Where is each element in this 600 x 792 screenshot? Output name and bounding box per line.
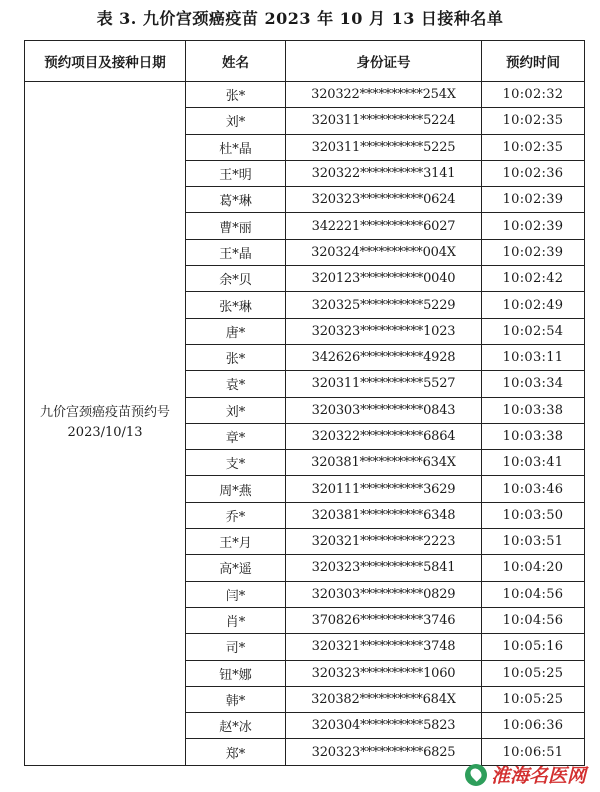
name-cell: 张* [186,82,286,108]
caduceus-logo-icon [465,764,487,786]
name-cell: 刘* [186,397,286,423]
appointment-time-cell: 10:02:35 [482,134,585,160]
table-row [25,82,585,108]
name-cell: 曹*丽 [186,213,286,239]
site-watermark [465,761,586,788]
appointment-time-cell: 10:05:25 [482,686,585,712]
id-number-cell: 320111**********3629 [286,476,482,502]
appointment-time-cell: 10:02:39 [482,187,585,213]
group-label-title: 九价宫颈癌疫苗预约号 [39,405,170,421]
group-label-date: 2023/10/13 [67,425,143,441]
id-number-cell: 320322**********254X [286,82,482,108]
appointment-time-cell: 10:03:11 [482,344,585,370]
appointment-time-cell: 10:05:16 [482,634,585,660]
name-cell: 张* [186,344,286,370]
name-cell: 余*贝 [186,266,286,292]
watermark-text: 淮海名医网 [490,765,586,787]
appointment-time-cell: 10:03:38 [482,397,585,423]
appointment-time-cell: 10:04:56 [482,607,585,633]
appointment-time-cell: 10:06:51 [482,739,585,765]
name-cell: 周*燕 [186,476,286,502]
name-cell: 钮*娜 [186,660,286,686]
id-number-cell: 320123**********0040 [286,266,482,292]
appointment-time-cell: 10:02:32 [482,82,585,108]
name-cell: 葛*琳 [186,187,286,213]
name-cell: 袁* [186,371,286,397]
appointment-time-cell: 10:03:38 [482,423,585,449]
id-number-cell: 320324**********004X [286,239,482,265]
appointment-time-cell: 10:04:20 [482,555,585,581]
appointment-time-cell: 10:04:56 [482,581,585,607]
name-cell: 张*琳 [186,292,286,318]
id-number-cell: 320322**********3141 [286,160,482,186]
name-cell: 王*晶 [186,239,286,265]
id-number-cell: 320323**********1060 [286,660,482,686]
appointment-time-cell: 10:02:42 [482,266,585,292]
id-number-cell: 320303**********0843 [286,397,482,423]
id-number-cell: 320311**********5224 [286,108,482,134]
table-body [25,82,585,766]
header-id-number: 身份证号 [286,41,482,82]
appointment-time-cell: 10:02:54 [482,318,585,344]
id-number-cell: 320323**********5841 [286,555,482,581]
name-cell: 赵*冰 [186,713,286,739]
vaccination-roster-table [24,40,585,766]
id-number-cell: 320325**********5229 [286,292,482,318]
name-cell: 王*月 [186,529,286,555]
name-cell: 肖* [186,607,286,633]
appointment-time-cell: 10:02:49 [482,292,585,318]
appointment-time-cell: 10:03:46 [482,476,585,502]
name-cell: 闫* [186,581,286,607]
appointment-time-cell: 10:05:25 [482,660,585,686]
id-number-cell: 320381**********634X [286,450,482,476]
id-number-cell: 342221**********6027 [286,213,482,239]
id-number-cell: 320311**********5225 [286,134,482,160]
id-number-cell: 320382**********684X [286,686,482,712]
id-number-cell: 320303**********0829 [286,581,482,607]
id-number-cell: 320311**********5527 [286,371,482,397]
appointment-time-cell: 10:06:36 [482,713,585,739]
name-cell: 乔* [186,502,286,528]
group-label-cell [25,82,186,766]
id-number-cell: 342626**********4928 [286,344,482,370]
name-cell: 郑* [186,739,286,765]
appointment-time-cell: 10:03:51 [482,529,585,555]
name-cell: 司* [186,634,286,660]
header-project-date: 预约项目及接种日期 [25,41,186,82]
name-cell: 王*明 [186,160,286,186]
appointment-time-cell: 10:03:34 [482,371,585,397]
id-number-cell: 320323**********6825 [286,739,482,765]
name-cell: 支* [186,450,286,476]
id-number-cell: 320323**********1023 [286,318,482,344]
name-cell: 韩* [186,686,286,712]
name-cell: 杜*晶 [186,134,286,160]
appointment-time-cell: 10:02:35 [482,108,585,134]
appointment-time-cell: 10:03:50 [482,502,585,528]
name-cell: 唐* [186,318,286,344]
appointment-time-cell: 10:03:41 [482,450,585,476]
appointment-time-cell: 10:02:39 [482,239,585,265]
header-appointment-time: 预约时间 [482,41,585,82]
appointment-time-cell: 10:02:36 [482,160,585,186]
id-number-cell: 320304**********5823 [286,713,482,739]
id-number-cell: 320321**********3748 [286,634,482,660]
table-header-row [25,41,585,82]
appointment-time-cell: 10:02:39 [482,213,585,239]
name-cell: 刘* [186,108,286,134]
id-number-cell: 370826**********3746 [286,607,482,633]
id-number-cell: 320322**********6864 [286,423,482,449]
id-number-cell: 320381**********6348 [286,502,482,528]
id-number-cell: 320323**********0624 [286,187,482,213]
id-number-cell: 320321**********2223 [286,529,482,555]
header-name: 姓名 [186,41,286,82]
name-cell: 章* [186,423,286,449]
document-title: 表 3. 九价宫颈癌疫苗 2023 年 10 月 13 日接种名单 [96,9,504,28]
name-cell: 高*遥 [186,555,286,581]
